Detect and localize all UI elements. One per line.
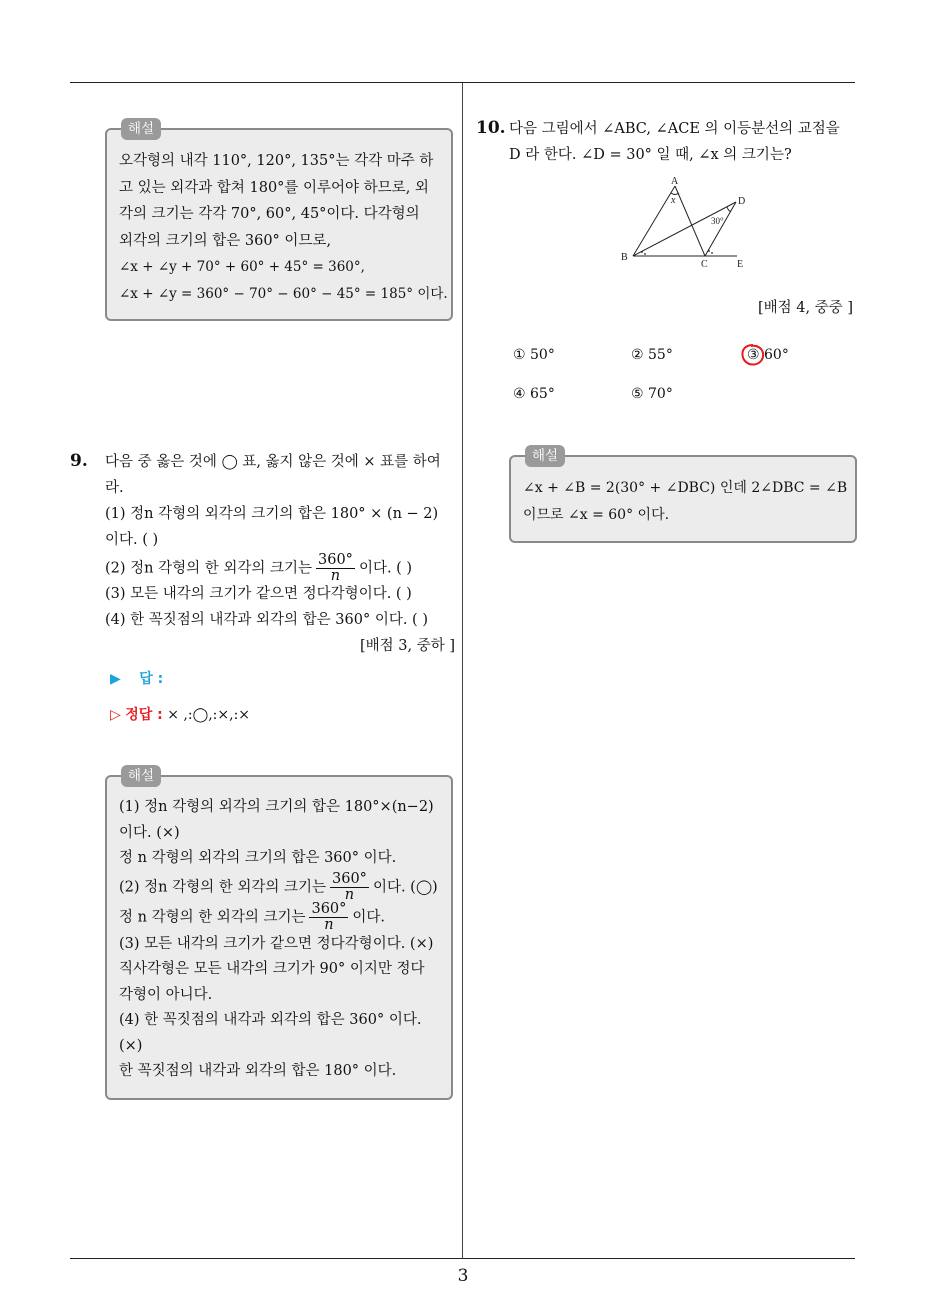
column-divider: [462, 83, 463, 1259]
fraction: [316, 553, 355, 584]
explanation-line: 이다. (×): [119, 824, 180, 841]
explanation-box-q8: [105, 121, 453, 321]
explanation-line: 각의 크기는 각각 70°, 60°, 45°이다. 다각형의: [119, 206, 420, 222]
item-text: 이다. ( ): [358, 560, 413, 577]
selected-answer-circle-icon: [739, 342, 767, 368]
label-C: C: [701, 259, 708, 270]
question-item-1: (1) 정n 각형의 외각의 크기의 합은 180° × (n − 2): [105, 506, 439, 522]
explanation-text: 정 n 각형의 한 외각의 크기는: [119, 909, 306, 925]
fraction-numerator: 360°: [318, 552, 353, 568]
question-9-text: [105, 449, 455, 659]
explanation-line: (3) 모든 내각의 크기가 같으면 정다각형이다. (×): [119, 935, 434, 952]
item-text: (2) 정n 각형의 한 외각의 크기는: [105, 560, 312, 577]
question-intro: 다음 중 옳은 것에 ◯ 표, 옳지 않은 것에 × 표를 하여: [105, 454, 441, 470]
label-B: B: [621, 252, 628, 263]
question-item-3: (3) 모든 내각의 크기가 같으면 정다각형이다. ( ): [105, 586, 412, 602]
explanation-line: 외각의 크기의 합은 360° 이므로,: [119, 232, 332, 249]
explanation-text: 이다. (◯): [372, 879, 438, 895]
label-x: x: [671, 195, 676, 206]
score-note: [배점 4, 중중 ]: [757, 300, 853, 316]
fraction-denominator: n: [324, 916, 334, 933]
explanation-line: 각형이 아니다.: [119, 986, 213, 1003]
score-note: [배점 3, 중하 ]: [359, 638, 455, 654]
label-A: A: [671, 176, 679, 187]
explanation-tag: 해설: [525, 445, 565, 467]
explanation-line: (1) 정n 각형의 외각의 크기의 합은 180°×(n−2): [119, 799, 434, 815]
explanation-line: ∠x + ∠B = 2(30° + ∠DBC) 인데 2∠DBC = ∠B: [523, 480, 848, 496]
explanation-line: 이므로 ∠x = 60° 이다.: [523, 506, 670, 523]
angle-mark: [641, 251, 643, 253]
explanation-text: 이다.: [352, 909, 386, 925]
choice-3-circle: ③: [747, 347, 760, 363]
correct-label: 정답 :: [125, 707, 163, 723]
fraction-numerator: 360°: [332, 870, 367, 887]
explanation-line: (×): [119, 1037, 143, 1054]
choice-4[interactable]: ④ 65°: [513, 386, 555, 402]
choice-2[interactable]: ② 55°: [631, 347, 673, 363]
angle-mark: [708, 250, 710, 252]
angle-mark: [711, 252, 713, 254]
explanation-line: 한 꼭짓점의 내각과 외각의 합은 180° 이다.: [119, 1063, 397, 1079]
explanation-tag: 해설: [121, 118, 161, 140]
explanation-line: 직사각형은 모든 내각의 크기가 90° 이지만 정다: [119, 961, 425, 977]
label-angle-D: 30°: [711, 216, 724, 226]
question-intro: 라.: [105, 480, 124, 496]
explanation-box-q10: [509, 448, 857, 543]
fraction: [309, 902, 348, 933]
fraction: [330, 872, 369, 903]
explanation-line: ∠x + ∠y = 360° − 70° − 60° − 45° = 185° 이다.: [119, 285, 448, 302]
label-D: D: [738, 196, 746, 207]
question-10-text: [509, 116, 859, 168]
question-number: 10.: [476, 118, 506, 138]
explanation-line: ∠x + ∠y + 70° + 60° + 45° = 360°,: [119, 259, 365, 275]
fraction-numerator: 360°: [311, 900, 347, 917]
triangle-figure: [615, 172, 755, 272]
answer-row: [110, 668, 163, 688]
answer-marker-icon: ▶: [110, 671, 121, 687]
question-intro: 다음 그림에서 ∠ABC, ∠ACE 의 이등분선의 교점을: [509, 121, 840, 137]
correct-value: × ,:◯,:×,:×: [167, 707, 251, 723]
page-number: 3: [457, 1266, 469, 1286]
fraction-denominator: n: [330, 568, 341, 584]
explanation-box-q9: [105, 768, 453, 1100]
explanation-line: 정 n 각형의 외각의 크기의 합은 360° 이다.: [119, 850, 397, 866]
correct-marker-icon: ▷: [110, 707, 121, 723]
correct-answer-row: [110, 704, 250, 724]
question-item-1-cont: 이다. ( ): [105, 532, 159, 548]
choice-5[interactable]: ⑤ 70°: [631, 386, 673, 402]
choice-1[interactable]: ① 50°: [513, 347, 555, 363]
angle-D-arc: [727, 207, 731, 211]
choice-3-value: 60°: [764, 347, 789, 363]
explanation-line: (4) 한 꼭짓점의 내각과 외각의 합은 360° 이다.: [119, 1012, 422, 1028]
explanation-text: (2) 정n 각형의 한 외각의 크기는: [119, 879, 326, 895]
explanation-line: 고 있는 외각과 합쳐 180°를 이루어야 하므로, 외: [119, 179, 429, 196]
label-E: E: [737, 259, 744, 270]
answer-label: 답 :: [139, 671, 164, 687]
question-number: 9.: [70, 451, 88, 471]
question-item-4: (4) 한 꼭짓점의 내각과 외각의 합은 360° 이다. ( ): [105, 612, 428, 628]
angle-mark: [644, 253, 646, 255]
fraction-denominator: n: [344, 886, 355, 903]
explanation-line: [119, 902, 439, 932]
explanation-line: [119, 872, 439, 902]
question-item-2: [105, 552, 455, 584]
explanation-line: 오각형의 내각 110°, 120°, 135°는 각각 마주 하: [119, 153, 434, 169]
explanation-tag: 해설: [121, 765, 161, 787]
question-intro: D 라 한다. ∠D = 30° 일 때, ∠x 의 크기는?: [509, 147, 792, 163]
